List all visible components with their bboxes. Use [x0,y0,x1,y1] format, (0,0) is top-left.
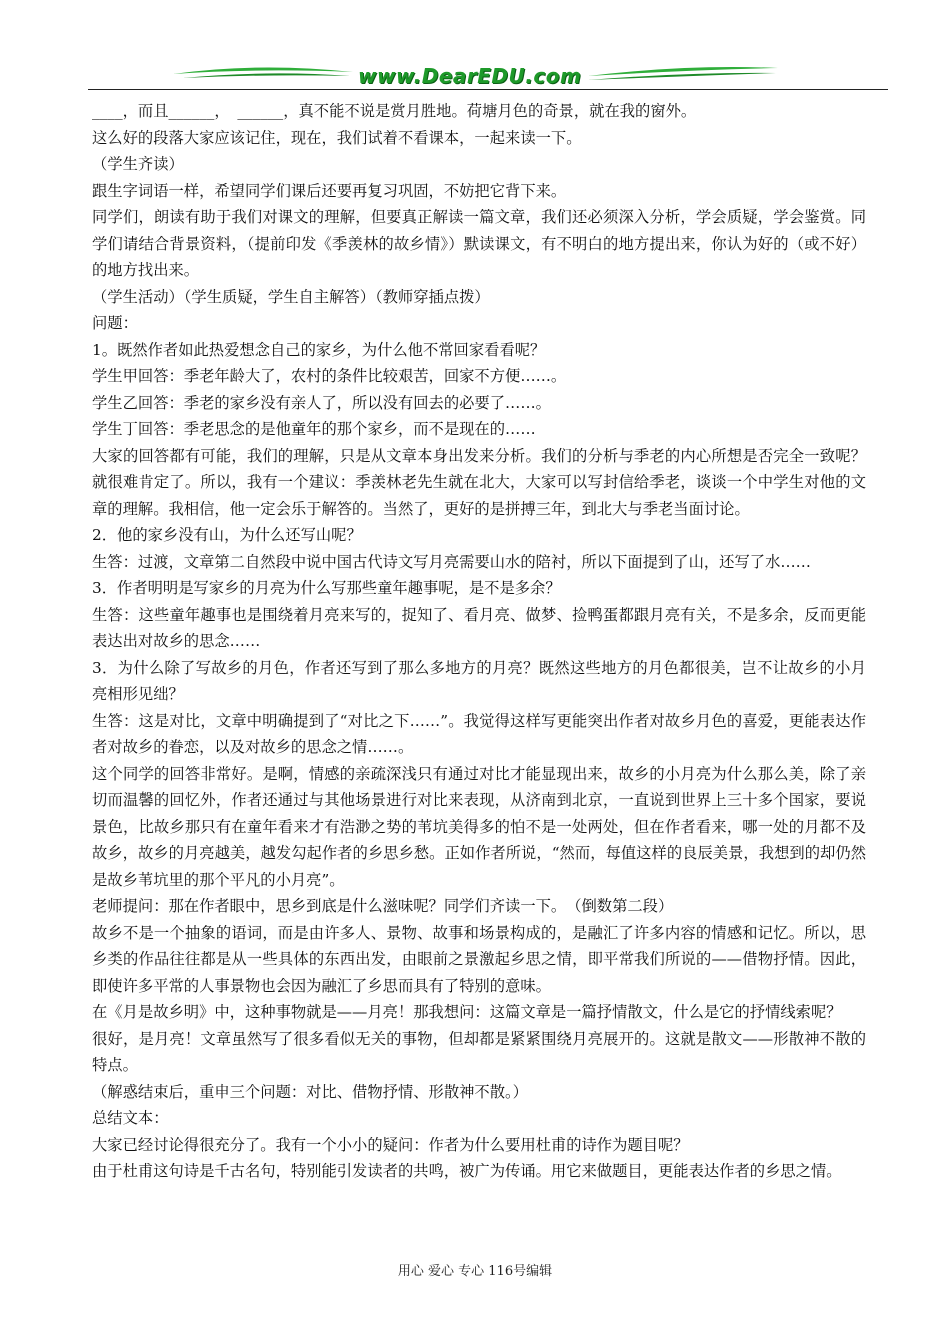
paragraph: 老师提问：那在作者眼中，思乡到底是什么滋味呢？同学们齐读一下。 （倒数第二段） [92,897,674,915]
paragraph: 学生甲回答：季老年龄大了，农村的条件比较艰苦，回家不方便……。 [92,367,567,385]
paragraph: 大家的回答都有可能，我们的理解，只是从文章本身出发来分析。我们的分析与季老的内心所想是否完全一致呢？就很难肯定了。所以，我有一个建议：季羡林老先生就在北大，大家可以写封信给季老，谈谈一个中学生对他的文章的理解。我相信，他一定会乐于解答的。当然了，更好的是拼搏三年，到北大与季老当面讨论。 [92,446,866,518]
paragraph: （解惑结束后，重申三个问题：对比、借物抒情、形散神不散。） [92,1082,528,1101]
page-footer: 用心 爱心 专心 116号编辑 [397,1264,553,1279]
paragraph: ____，而且______， ______，真不能不说是赏月胜地。荷塘月色的奇景，就在我的窗外。 [92,102,697,120]
paragraph: 学生乙回答：季老的家乡没有亲人了，所以没有回去的必要了……。 [92,393,551,412]
paragraph: 跟生字词语一样，希望同学们课后还要再复习巩固，不妨把它背下来。 [92,181,567,200]
page-header [88,60,888,90]
paragraph: 3．作者明明是写家乡的月亮为什么写那些童年趣事呢，是不是多余？ [92,579,561,597]
document-body [92,98,866,1185]
paragraph: 很好，是月亮！文章虽然写了很多看似无关的事物，但却都是紧紧围绕月亮展开的。这就是散文——形散神不散的特点。 [92,1029,866,1074]
paragraph: 生答：过渡，文章第二自然段中说中国古代诗文写月亮需要山水的陪衬，所以下面提到了山，还写了水…… [92,552,811,571]
paragraph: 生答：这是对比，文章中明确提到了“对比之下……”。我觉得这样写更能突出作者对故乡月色的喜爱，更能表达作者对故乡的眷恋，以及对故乡的思念之情……。 [92,711,866,756]
paragraph: 2．他的家乡没有山，为什么还写山呢？ [92,526,362,544]
paragraph: （学生活动）（学生质疑，学生自主解答）（教师穿插点拨） [92,287,490,306]
paragraph: 总结文本： [92,1109,169,1127]
paragraph: 由于杜甫这句诗是千古名句，特别能引发读者的共鸣，被广为传诵。用它来做题目，更能表达作者的乡思之情。 [92,1162,842,1180]
paragraph: 同学们，朗读有助于我们对课文的理解，但要真正解读一篇文章，我们还必须深入分析，学会质疑，学会鉴赏。同学们请结合背景资料，（提前印发《季羡林的故乡情》）默读课文，有不明白的地方提出来，你认为好的（或不好）的地方找出来。 [92,208,866,279]
paragraph: （学生齐读） [92,155,184,173]
paragraph: 3．为什么除了写故乡的月色，作者还写到了那么多地方的月亮？既然这些地方的月色都很美，岂不让故乡的小月亮相形见绌？ [92,658,866,703]
paragraph: 这么好的段落大家应该记住，现在，我们试着不看课本，一起来读一下。 [92,128,582,147]
paragraph: 问题： [92,314,138,332]
header-rule [88,89,888,90]
paragraph: 这个同学的回答非常好。是啊，情感的亲疏深浅只有通过对比才能显现出来，故乡的小月亮为什么那么美，除了亲切而温馨的回忆外，作者还通过与其他场景进行对比来表现，从济南到北京，一直说到世界上三十多个国家，要说景色，比故乡那只有在童年看来才有浩渺之势的苇坑美得多的怕不是一处两处，但在作者看来，哪一处的月都不及故乡，故乡的月亮越美，越发勾起作者的乡思乡愁。正如作者所说，“然而，每值这样的良辰美景，我想到的却仍然是故乡苇坑里的那个平凡的小月亮”。 [92,764,866,889]
paragraph: 故乡不是一个抽象的语词，而是由许多人、景物、故事和场景构成的，是融汇了许多内容的情感和记忆。所以，思乡类的作品往往都是从一些具体的东西出发，由眼前之景激起乡思之情，即平常我们所说的——借物抒情。因此，即使许多平常的人事景物也会因为融汇了乡思而具有了特别的意味。 [92,923,866,995]
paragraph: 大家已经讨论得很充分了。我有一个小小的疑问：作者为什么要用杜甫的诗作为题目呢？ [92,1135,689,1154]
logo-text[interactable]: www.DearEDU.com [358,64,582,88]
paragraph: 1。既然作者如此热爱想念自己的家乡，为什么他不常回家看看呢？ [92,340,546,359]
paragraph: 在《月是故乡明》中，这种事物就是——月亮！那我想问：这篇文章是一篇抒情散文，什么是它的抒情线索呢？ [92,1003,842,1021]
paragraph: 生答：这些童年趣事也是围绕着月亮来写的，捉知了、看月亮、做梦、捡鸭蛋都跟月亮有关，不是多余，反而更能表达出对故乡的思念…… [92,605,866,650]
paragraph: 学生丁回答：季老思念的是他童年的那个家乡，而不是现在的…… [92,420,536,438]
